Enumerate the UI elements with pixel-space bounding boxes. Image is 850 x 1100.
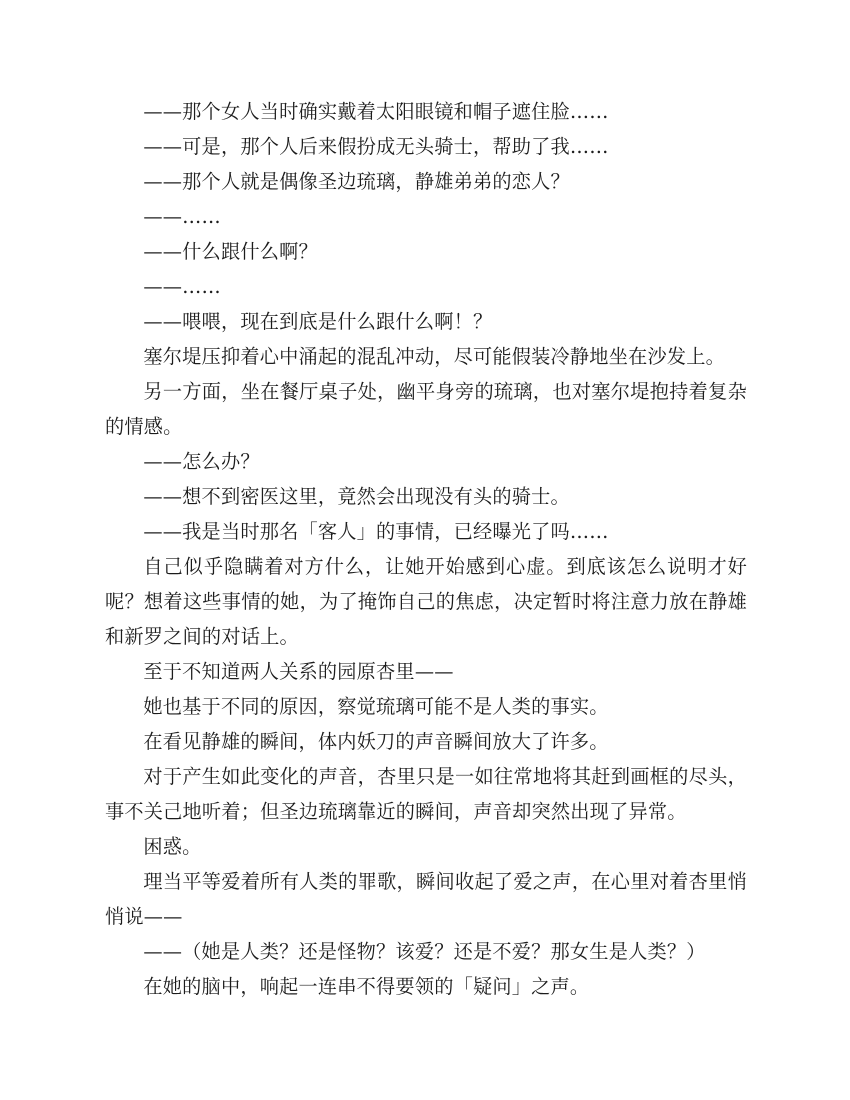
- dialogue-line: ——我是当时那名「客人」的事情，已经曝光了吗……: [143, 520, 609, 543]
- dialogue-line: ——那个人就是偶像圣边琉璃，静雄弟弟的恋人？: [143, 170, 570, 193]
- dialogue-line: ——（她是人类？还是怪物？该爱？还是不爱？那女生是人类？）: [143, 940, 706, 963]
- narration-paragraph: 至于不知道两人关系的园原杏里——: [143, 660, 454, 683]
- dialogue-line: ——想不到密医这里，竟然会出现没有头的骑士。: [143, 485, 570, 508]
- dialogue-line: ——那个女人当时确实戴着太阳眼镜和帽子遮住脸……: [143, 100, 609, 123]
- narration-paragraph: 困惑。: [143, 835, 202, 858]
- narration-paragraph: 对于产生如此变化的声音，杏里只是一如往常地将其赶到画框的尽头，事不关己地听着；但圣边琉璃靠近的瞬间，声音却突然出现了异常。: [105, 765, 747, 823]
- dialogue-line: ——什么跟什么啊？: [143, 240, 318, 263]
- text-column: [105, 94, 747, 1004]
- dialogue-line: ——可是，那个人后来假扮成无头骑士，帮助了我……: [143, 135, 609, 158]
- narration-paragraph: 她也基于不同的原因，察觉琉璃可能不是人类的事实。: [143, 695, 609, 718]
- dialogue-line: ——怎么办？: [143, 450, 260, 473]
- dialogue-line: ——……: [143, 275, 221, 298]
- narration-paragraph: 塞尔堤压抑着心中涌起的混乱冲动，尽可能假装冷静地坐在沙发上。: [143, 345, 726, 368]
- narration-paragraph: 自己似乎隐瞒着对方什么，让她开始感到心虚。到底该怎么说明才好呢？想着这些事情的她，为了掩饰自己的焦虑，决定暂时将注意力放在静雄和新罗之间的对话上。: [105, 555, 747, 648]
- narration-paragraph: 理当平等爱着所有人类的罪歌，瞬间收起了爱之声，在心里对着杏里悄悄说——: [105, 870, 747, 928]
- dialogue-line: ——……: [143, 205, 221, 228]
- narration-paragraph: 另一方面，坐在餐厅桌子处，幽平身旁的琉璃，也对塞尔堤抱持着复杂的情感。: [105, 380, 747, 438]
- narration-paragraph: 在她的脑中，响起一连串不得要领的「疑问」之声。: [143, 975, 590, 998]
- dialogue-line: ——喂喂，现在到底是什么跟什么啊！？: [143, 310, 493, 333]
- narration-paragraph: 在看见静雄的瞬间，体内妖刀的声音瞬间放大了许多。: [143, 730, 609, 753]
